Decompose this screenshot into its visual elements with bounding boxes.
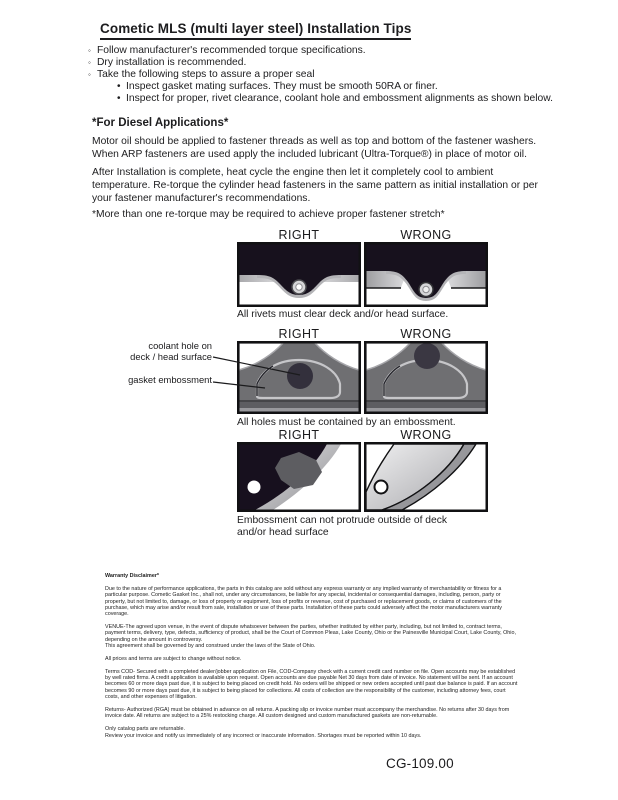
diesel-paragraph-1: Motor oil should be applied to fastener threads as well as top and bottom of the fastener washers. When ARP fasteners are used apply the included lubricant (Ultra-Torque®) in place of motor oil. — [92, 136, 537, 161]
right-label-row1: RIGHT — [278, 228, 320, 242]
open-bullet-icon: ◦ — [88, 70, 91, 79]
coolant-hole-misaligned — [414, 343, 440, 369]
returnable-text: Only catalog parts are returnable. — [105, 726, 186, 733]
gasket-embossment-annotation: gasket embossment — [128, 374, 212, 385]
bolt-hole — [375, 481, 388, 494]
list-item — [88, 57, 558, 69]
rivet-clearance-wrong-diagram — [364, 242, 488, 307]
list-item-text: Inspect gasket mating surfaces. They must be smooth 50RA or finer. — [126, 81, 438, 92]
governing-law-text: This agreement shall be governed by and construed under the laws of the State of Ohio. — [105, 643, 316, 650]
coolant-hole-annotation — [112, 341, 212, 362]
warranty-disclaimer-text: Due to the nature of performance applications, the parts in this catalog are sold without any express warranty or any implied warranty of merchantability or fitness for a particular purpose. Cometic Gasket Inc., shall not, under any circumstances, be liable for any special, incidental or consequential damages, including, person, party or property, but not limited to, damage, or loss of property or equipment, loss of profits or revenue, cost of purchased or replacement goods, or claims of customers of the purchase, which may arise and/or result from sale, installation or use of these parts. Installation of these parts could adversely affect the motor manufacturers warranty coverage. — [105, 585, 502, 618]
page-code: CG-109.00 — [386, 756, 454, 771]
row3-caption-line2: and/or head surface — [237, 526, 329, 538]
right-label-row2: RIGHT — [278, 327, 320, 341]
filled-bullet-icon: • — [117, 81, 121, 92]
protrusion-wrong-diagram — [364, 442, 488, 512]
protrusion-right-diagram — [237, 442, 361, 512]
returns-text: Returns- Authorized (RGA) must be obtained in advance on all returns. A packing slip or invoice number must accompany the merchandise. No returns after 30 days from invoice date. All returns are subject to a 25% restocking charge. All custom designed and custom manufactured gaskets are non-returnable. — [105, 707, 510, 720]
diesel-paragraph-3: *More than one re-torque may be required to achieve proper fastener stretch* — [92, 209, 445, 220]
filled-bullet-icon: • — [117, 93, 121, 104]
list-item — [88, 81, 558, 93]
list-item — [88, 69, 558, 81]
embossment-right-diagram — [237, 341, 361, 414]
list-item-text: Follow manufacturer's recommended torque specifications. — [97, 45, 366, 56]
coolant-hole — [287, 363, 313, 389]
list-item-text: Inspect for proper, rivet clearance, coolant hole and embossment alignments as shown below. — [126, 93, 553, 104]
row3-caption-line1: Embossment can not protrude outside of deck — [237, 515, 448, 526]
wrong-label-row1: WRONG — [400, 228, 452, 242]
wrong-label-row2: WRONG — [400, 327, 452, 341]
list-item — [88, 45, 558, 57]
open-bullet-icon: ◦ — [88, 46, 91, 55]
annotation-text: coolant hole on — [148, 340, 212, 351]
row1-caption: All rivets must clear deck and/or head surface. — [237, 309, 449, 320]
terms-text: Terms COD- Secured with a completed dealer/jobber application on File, COD-Company check with a current credit card number on file. Open accounts may be established by well rated firms. A credit application is available upon request. Open accounts are due payable Net 30 days from date of invoice. No statement will be sent. If an account becomes 60 or more days past due, it is subject to being placed on credit hold. No orders will be shipped or new orders accepted until past due balance is paid. If an account becomes 90 or more days past due, it is subject to being placed for collections. All costs of collection are the responsibility of the customer, including attorney fees, court costs, and other expenses of litigation. — [105, 668, 518, 701]
annotation-text: deck / head surface — [130, 350, 212, 362]
bolt-hole — [248, 481, 261, 494]
legal-section — [105, 573, 518, 739]
page-title: Cometic MLS (multi layer steel) Installation Tips — [100, 21, 411, 40]
open-bullet-icon: ◦ — [88, 58, 91, 67]
diesel-heading: *For Diesel Applications* — [92, 117, 229, 129]
venue-text: VENUE-The agreed upon venue, in the event of dispute whatsoever between the parties, whether instituted by either party, including, but not limited to, contract terms, payment terms, delivery, type, defects, sufficiency of product, shall be the Court of Common Pleas, Lake County, Ohio or the Painesville Municipal Court, Lake County, Ohio, depending on the amount in controversy. — [105, 624, 516, 643]
wrong-label-row3: WRONG — [400, 428, 452, 442]
right-label-row3: RIGHT — [278, 428, 320, 442]
list-item-text: Take the following steps to assure a proper seal — [97, 69, 315, 80]
list-item — [88, 93, 558, 105]
row2-caption: All holes must be contained by an embossment. — [237, 417, 456, 428]
rivet-clearance-right-diagram — [237, 242, 361, 307]
warranty-disclaimer-heading: Warranty Disclaimer* — [105, 573, 160, 579]
installation-tips-list — [88, 45, 558, 105]
embossment-wrong-diagram — [364, 341, 488, 414]
list-item-text: Dry installation is recommended. — [97, 57, 247, 68]
diesel-paragraph-2: After Installation is complete, heat cycle the engine then let it completely cool to ambient temperature. Re-torque the cylinder head fasteners in the same pattern as initial installation or per your fastener manufacturer's recommendations. — [92, 167, 538, 205]
review-invoice-text: Review your invoice and notify us immediately of any incorrect or inaccurate information. Shortages must be reported within 10 days. — [105, 732, 422, 739]
prices-text: All prices and terms are subject to change without notice. — [105, 655, 242, 662]
